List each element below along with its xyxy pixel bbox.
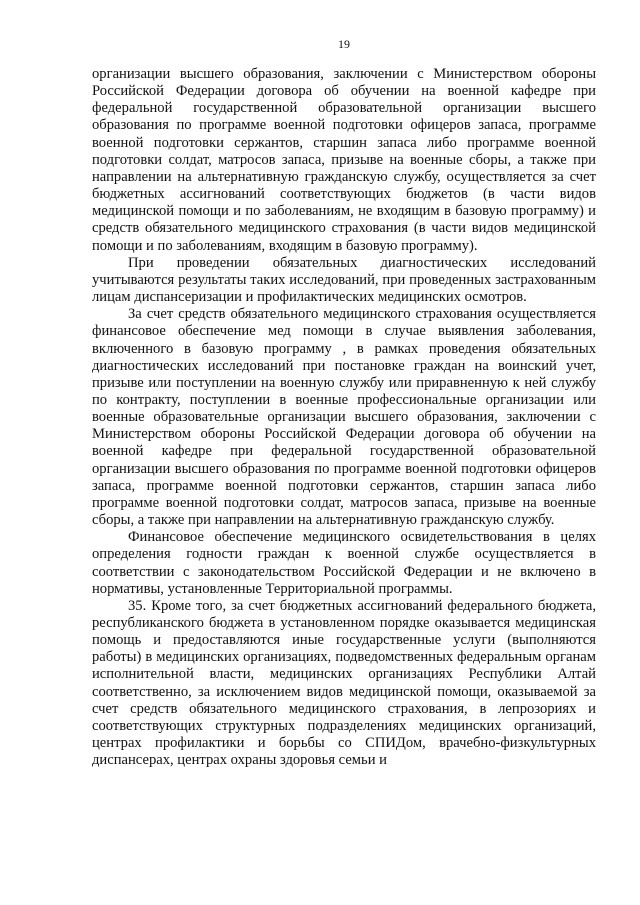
paragraph-oms-financing: За счет средств обязательного медицинского страхования осуществляется финансовое обеспечение мед помощи в случае выявления заболевания, включенного в базовую программу , в рамках проведения обязательных диагностических исследований при постановке граждан на воинский учет, призыве или поступлении на военную службу или приравненную к ней службу по контракту, поступлении в военные профессиональные организации или военные образовательные организации высшего образования, заключении с Министерством обороны Российской Федерации договора об обучении на военной кафедре при федеральной государственной образовательной организации высшего образования по программе военной подготовки офицеров запаса, программе военной подготовки сержантов, старшин запаса либо программе военной подготовки солдат, матросов запаса, призыве на военные сборы, а также при направлении на альтернативную гражданскую службу.: [92, 306, 596, 529]
paragraph-item-35: 35. Кроме того, за счет бюджетных ассигнований федерального бюджета, республиканского бюджета в установленном порядке оказывается медицинская помощь и предоставляются иные государственные услуги (выполняются работы) в медицинских организациях, подведомственных федеральным органам исполнительной власти, медицинских организациях Республики Алтай соответственно, за исключением видов медицинской помощи, оказываемой за счет средств обязательного медицинского страхования, в лепрозориях и соответствующих структурных подразделениях медицинских организаций, центрах профилактики и борьбы со СПИДом, врачебно-физкультурных диспансерах, центрах охраны здоровья семьи и: [92, 597, 596, 769]
paragraph-diagnostic-results: При проведении обязательных диагностических исследований учитываются результаты таких исследований, при проведенных застрахованным лицам диспансеризации и профилактических медицинских осмотров.: [92, 254, 596, 306]
document-page: [92, 36, 596, 769]
paragraph-continuation: организации высшего образования, заключении с Министерством обороны Российской Федерации договора об обучении на военной кафедре при федеральной государственной образовательной организации высшего образования по программе военной подготовки офицеров запаса, программе военной подготовки сержантов, старшин запаса либо программе военной подготовки солдат, матросов запаса, призыве на военные сборы, а также при направлении на альтернативную гражданскую службу, осуществляется за счет бюджетных ассигнований соответствующих бюджетов (в части видов медицинской помощи и по заболеваниям, не входящим в базовую программу) и средств обязательного медицинского страхования (в части видов медицинской помощи и по заболеваниям, входящим в базовую программу).: [92, 66, 596, 254]
page-number: 19: [338, 37, 350, 51]
paragraph-medical-examination: Финансовое обеспечение медицинского освидетельствования в целях определения годности граждан к военной службе осуществляется в соответствии с законодательством Российской Федерации и не включено в нормативы, установленные Территориальной программы.: [92, 529, 596, 597]
